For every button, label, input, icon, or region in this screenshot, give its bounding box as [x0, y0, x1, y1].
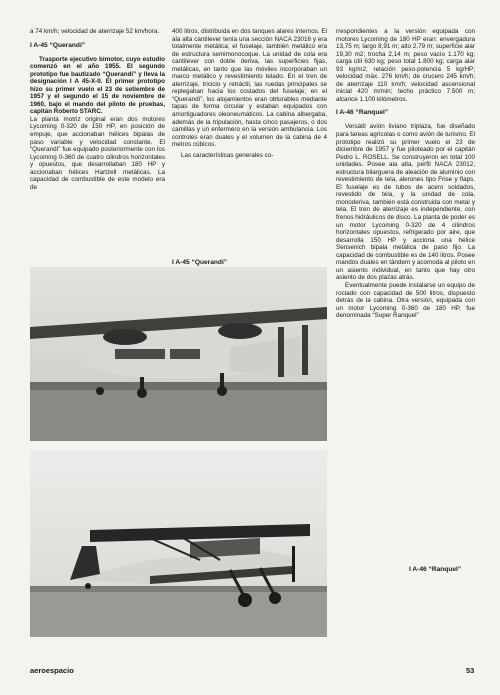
heading-ia46: I A-46 “Ranquel” [336, 109, 389, 117]
aircraft-ia45-illustration [30, 267, 327, 441]
page-number: 53 [466, 666, 475, 675]
paragraph-ia46-description: Versátil avión liviano triplaza, fue diseñado para tareas agrícolas o como avión de turismo. El prototipo realizó su primer vuelo el 23 de diciembre de 1957 y fue piloteado por el capitán Pedro L. ROSELL. Se construyeron en total 100 unidades. Posee ala alta, perfil NACA 23012, estructura bilarguera de aleación de aluminio con revestimiento de tela, alerones tipo Frise y flaps. El fuselaje es de tubos de acero soldados, revestido de tela, y la unidad de cola, monoderiva, también está construida con metal y tela. El tren de aterrizaje es independiente, con frenos hidráulicos de disco. La planta de poder es un motor Lycoming 0-320 de 4 cilindros horizontales opuestos, refrigerado por aire, que desarrolla 150 HP y acciona una hélice Sensenich bipala metálica de paso fijo. La capacidad de combustible es de 140 litros. Posee mandos duales en tándem y acomoda al piloto en un asiento individual, en tanto que hay otro asiento de dos plazas atrás. [336, 123, 475, 282]
body-paragraph-ia45: La planta motriz original eran dos motores Lycoming 0-320 de 150 HP, en posición de empuje, que accionaban hélices bipalas de paso variable y velocidad constante. El “Querandí” fue equipado posteriormente con los Lycoming 0-360 de cuatro cilindros horizontales y opuestos, que desarrollaban 180 HP y accionaban hélices Hartzell metálicas. La capacidad de combustible de este modelo era de [30, 115, 165, 191]
heading-ia45: I A-45 “Querandí” [30, 41, 86, 49]
paragraph-ia46-equipment: Eventualmente puede instalarse un equipo de rociado con capacidad de 500 litros, dispuesto detrás de la cabina. Otra versión, equipada con un motor Lycoming 0-360 de 180 HP, fue denominada “Super Ranquel” [336, 281, 475, 320]
photo-caption-ia46: I A-46 “Ranquel” [409, 566, 462, 573]
column-left [30, 28, 165, 191]
photo-caption-ia45: I A-45 “Querandí” [172, 259, 228, 266]
column-right [336, 28, 475, 320]
paragraph-ia45-specs: rrespondientes a la versión equipada con motores Lycoming de 180 HP eran: envergadura 13,75 m; largo 8,91 m; alto 2,79 m; superficie alar 19,30 m2; trocha 2,14 m; peso vacío 1.170 kg; carga útil 630 kg; peso total 1.800 kg; carga alar 93 kg/m2; relación peso-potencia 5 kg/HP; velocidad máx. 276 km/h; de crucero 245 km/h; de aterrizaje 110 km/h; velocidad ascensional inicial 420 m/min; techo práctico 7.500 m; alcance 1.100 kilómetros. [336, 28, 475, 103]
column-middle [172, 28, 327, 159]
aircraft-ia46-illustration [30, 450, 327, 637]
photo-ia46-ranquel [30, 450, 327, 637]
paragraph-ia45-structure: 400 litros, distribuida en dos tanques alares internos. El ala alta cantilever tenía una sección NACA 23016 y era totalmente metálica; el fuselaje, también metálico era de estructura semimonocoque. La unidad de cola era cantilever con doble deriva, las superficies fijas, metálicas, en tanto que las móviles incorporaban un marco metálico y revestimiento telado. En el tren de aterrizaje, triciclo y retráctil, las ruedas principales se replegaban hacia los costados del fuselaje; en el “Querandí”, los alojamientos eran obturables mediante tapas de forma circular y estaban equipados con amortiguadores oleoneumáticos. La cabina albergaba, además de la tripulación, hasta cinco pasajeros, o dos camillas y un enfermero en la versión ambulancia. Los controles eran duales y el volumen de la cabina de 4 metros cúbicos. [172, 28, 327, 149]
photo-ia45-querandi [30, 267, 327, 441]
lead-paragraph-ia45: Trasporte ejecutivo bimotor, cuyo estudio comenzó en el año 1955. El segundo prototipo fue bautizado “Querandí” y lleva la designación I A 45-X-II. El primer prototipo hizo su primer vuelo el 23 de setiembre de 1957 y el segundo el 15 de noviembre de 1960, bajo el mando del piloto de pruebas, capitán Roberto STARC. [30, 55, 165, 116]
magazine-name: aeroespacio [30, 666, 74, 675]
paragraph-ia45-specs-start: Las características generales co- [181, 151, 274, 159]
intro-text: a 74 km/h; velocidad de aterrizaje 52 km/hora. [30, 28, 160, 35]
